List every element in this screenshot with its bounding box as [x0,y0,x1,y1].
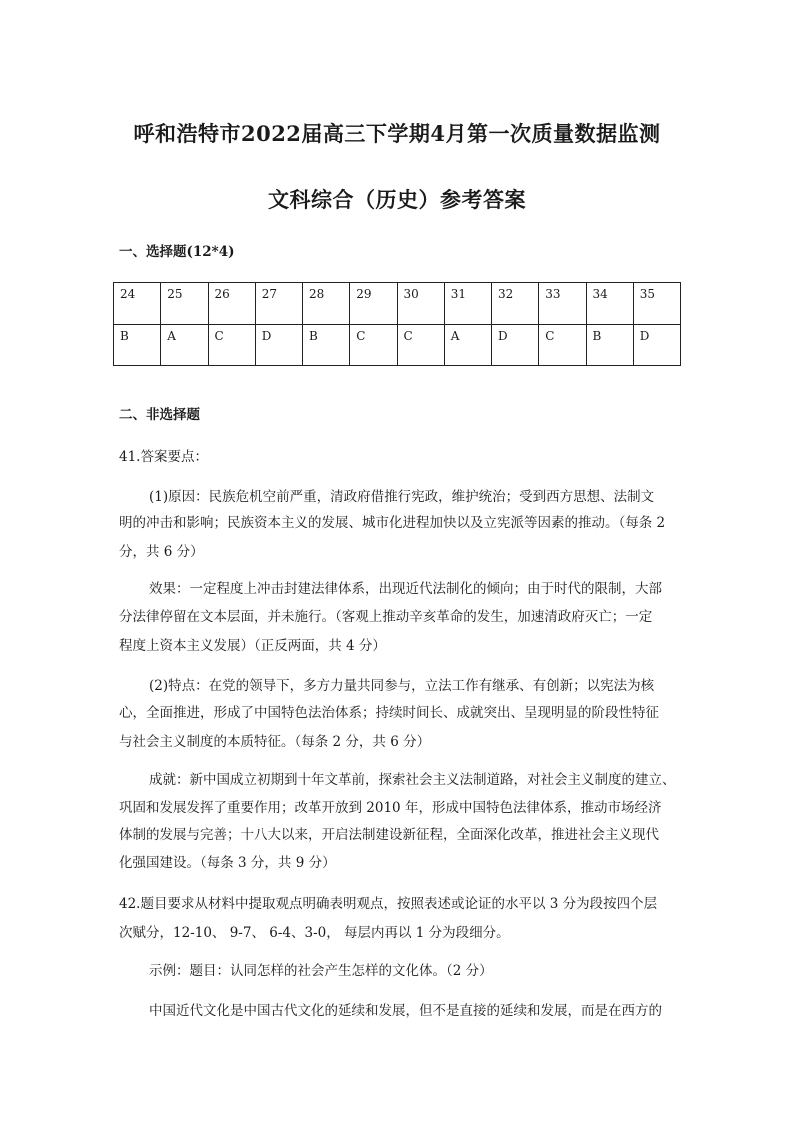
q41-paragraph1-line: 分，共 6 分） [119,544,204,560]
answer-letter: C [539,324,586,366]
q41-paragraph3-line: 与社会主义制度的本质特征。（每条 2 分，共 6 分） [119,734,431,750]
q42-example-line: 示例：题目：认同怎样的社会产生怎样的文化体。（2 分） [149,963,493,979]
q41-paragraph2-line: 分法律停留在文本层面，并未施行。（客观上推动辛亥革命的发生，加速清政府灭亡；一定 [119,609,653,625]
question-number: 28 [303,283,350,325]
section1-heading: 一、选择题(12*4) [119,244,235,260]
question-number: 33 [539,283,586,325]
answer-letter: A [161,324,208,366]
q41-heading: 41.答案要点： [119,449,208,465]
q41-paragraph1-line: 明的冲击和影响；民族资本主义的发展、城市化进程加快以及立宪派等因素的推动。（每条 2 [119,515,666,531]
q42-paragraph1-line: 42.题目要求从材料中提取观点明确表明观点，按照表述或论证的水平以 3 分为段按四个层 [119,896,658,912]
question-number: 24 [114,283,161,325]
q41-paragraph4-line: 巩固和发展发挥了重要作用；改革开放到 2010 年，形成中国特色法律体系，推动市场经济 [119,800,662,816]
answer-table-row-answers [114,324,681,366]
question-number: 30 [397,283,444,325]
answer-table [113,282,681,366]
q41-paragraph3-line: (2)特点：在党的领导下，多方力量共同参与，立法工作有继承、有创新；以宪法为核 [149,678,655,694]
answer-letter: C [350,324,397,366]
answer-letter: C [208,324,255,366]
question-number: 34 [586,283,633,325]
question-number: 31 [444,283,491,325]
answer-letter: D [492,324,539,366]
q41-paragraph4-line: 体制的发展与完善；十八大以来，开启法制建设新征程，全面深化改革，推进社会主义现代 [119,827,659,843]
question-number: 27 [255,283,302,325]
answer-letter: D [255,324,302,366]
answer-letter: D [633,324,680,366]
question-number: 29 [350,283,397,325]
document-title: 呼和浩特市2022届高三下学期4月第一次质量数据监测 [133,121,661,146]
question-number: 32 [492,283,539,325]
answer-table-row-numbers [114,283,681,325]
q41-paragraph4-line: 化强国建设。（每条 3 分，共 9 分） [119,855,336,871]
q41-paragraph1-line: (1)原因：民族危机空前严重，清政府借推行宪政，维护统治；受到西方思想、法制文 [149,489,655,505]
document-subtitle: 文科综合（历史）参考答案 [268,187,526,212]
q41-paragraph2-line: 效果：一定程度上冲击封建法律体系，出现近代法制化的倾向；由于时代的限制，大部 [149,581,662,597]
q41-paragraph2-line: 程度上资本主义发展）（正反两面，共 4 分） [119,638,386,654]
section2-heading: 二、非选择题 [119,407,200,423]
question-number: 25 [161,283,208,325]
q42-paragraph1-line: 次赋分，12-10、 9-7、 6-4、3-0， 每层内再以 1 分为段细分。 [119,925,510,941]
question-number: 35 [633,283,680,325]
answer-letter: B [586,324,633,366]
q41-paragraph3-line: 心，全面推进，形成了中国特色法治体系；持续时间长、成就突出、呈现明显的阶段性特征 [119,705,659,721]
answer-letter: A [444,324,491,366]
q42-paragraph3-line: 中国近代文化是中国古代文化的延续和发展，但不是直接的延续和发展，而是在西方的 [149,1003,662,1019]
q41-paragraph4-line: 成就：新中国成立初期到十年文革前，探索社会主义法制道路，对社会主义制度的建立、 [149,772,676,788]
answer-letter: B [114,324,161,366]
answer-letter: B [303,324,350,366]
answer-letter: C [397,324,444,366]
question-number: 26 [208,283,255,325]
